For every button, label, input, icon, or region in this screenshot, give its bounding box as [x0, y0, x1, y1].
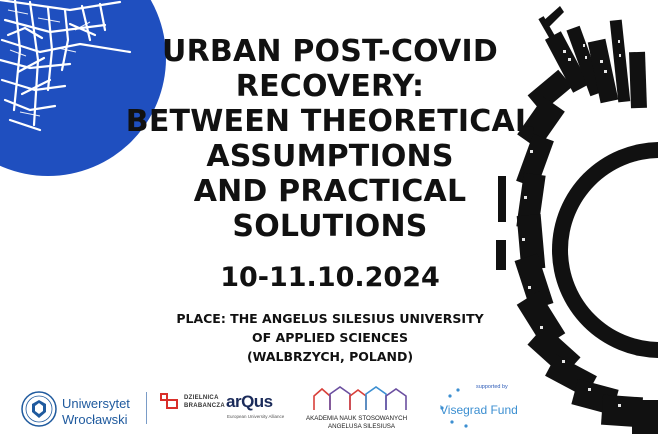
title-line-2: RECOVERY:: [235, 69, 425, 104]
bb-logo[interactable]: [160, 392, 226, 428]
uwr-name-line1: Uniwersytet: [62, 396, 130, 411]
uwr-emblem-icon: [20, 390, 58, 428]
uwr-name-line2: Wrocławski: [62, 412, 128, 427]
title-line-3: BETWEEN THEORETICAL: [125, 104, 535, 139]
visegrad-name: Visegrad Fund: [440, 403, 518, 417]
title-line-4: ASSUMPTIONS: [206, 139, 454, 174]
event-place: [150, 309, 510, 366]
arqus-wordmark: arQus: [226, 392, 273, 411]
place-line-1: PLACE: THE ANGELUS SILESIUS UNIVERSITY: [176, 311, 484, 326]
title-line-5: AND PRACTICAL: [193, 174, 467, 209]
uwr-logo[interactable]: [20, 386, 140, 432]
visegrad-fund-logo[interactable]: [436, 384, 526, 430]
partner-logos: [0, 380, 658, 439]
bb-mark-icon: [160, 392, 180, 410]
event-date: 10-11.10.2024: [220, 262, 440, 293]
bb-name-line1: DZIELNICA: [184, 395, 219, 401]
visegrad-supported-label: supported by: [476, 384, 508, 390]
place-line-3: (WALBRZYCH, POLAND): [246, 349, 414, 364]
bb-name-line2: BRABANCZA: [184, 403, 226, 409]
ans-name-line2: ANGELUSA SILESIUSA: [328, 423, 396, 430]
ans-houses-icon: [312, 386, 408, 412]
title-line-6: SOLUTIONS: [232, 209, 428, 244]
arqus-tagline: European University Alliance: [227, 414, 285, 419]
place-line-2: OF APPLIED SCIENCES: [252, 330, 408, 345]
arqus-logo[interactable]: [226, 392, 298, 428]
title-line-1: URBAN POST-COVID: [162, 34, 498, 69]
ans-logo[interactable]: [306, 386, 418, 432]
logo-divider: [146, 392, 147, 424]
event-title: [110, 34, 550, 244]
ans-name-line1: AKADEMIA NAUK STOSOWANYCH: [306, 415, 408, 422]
